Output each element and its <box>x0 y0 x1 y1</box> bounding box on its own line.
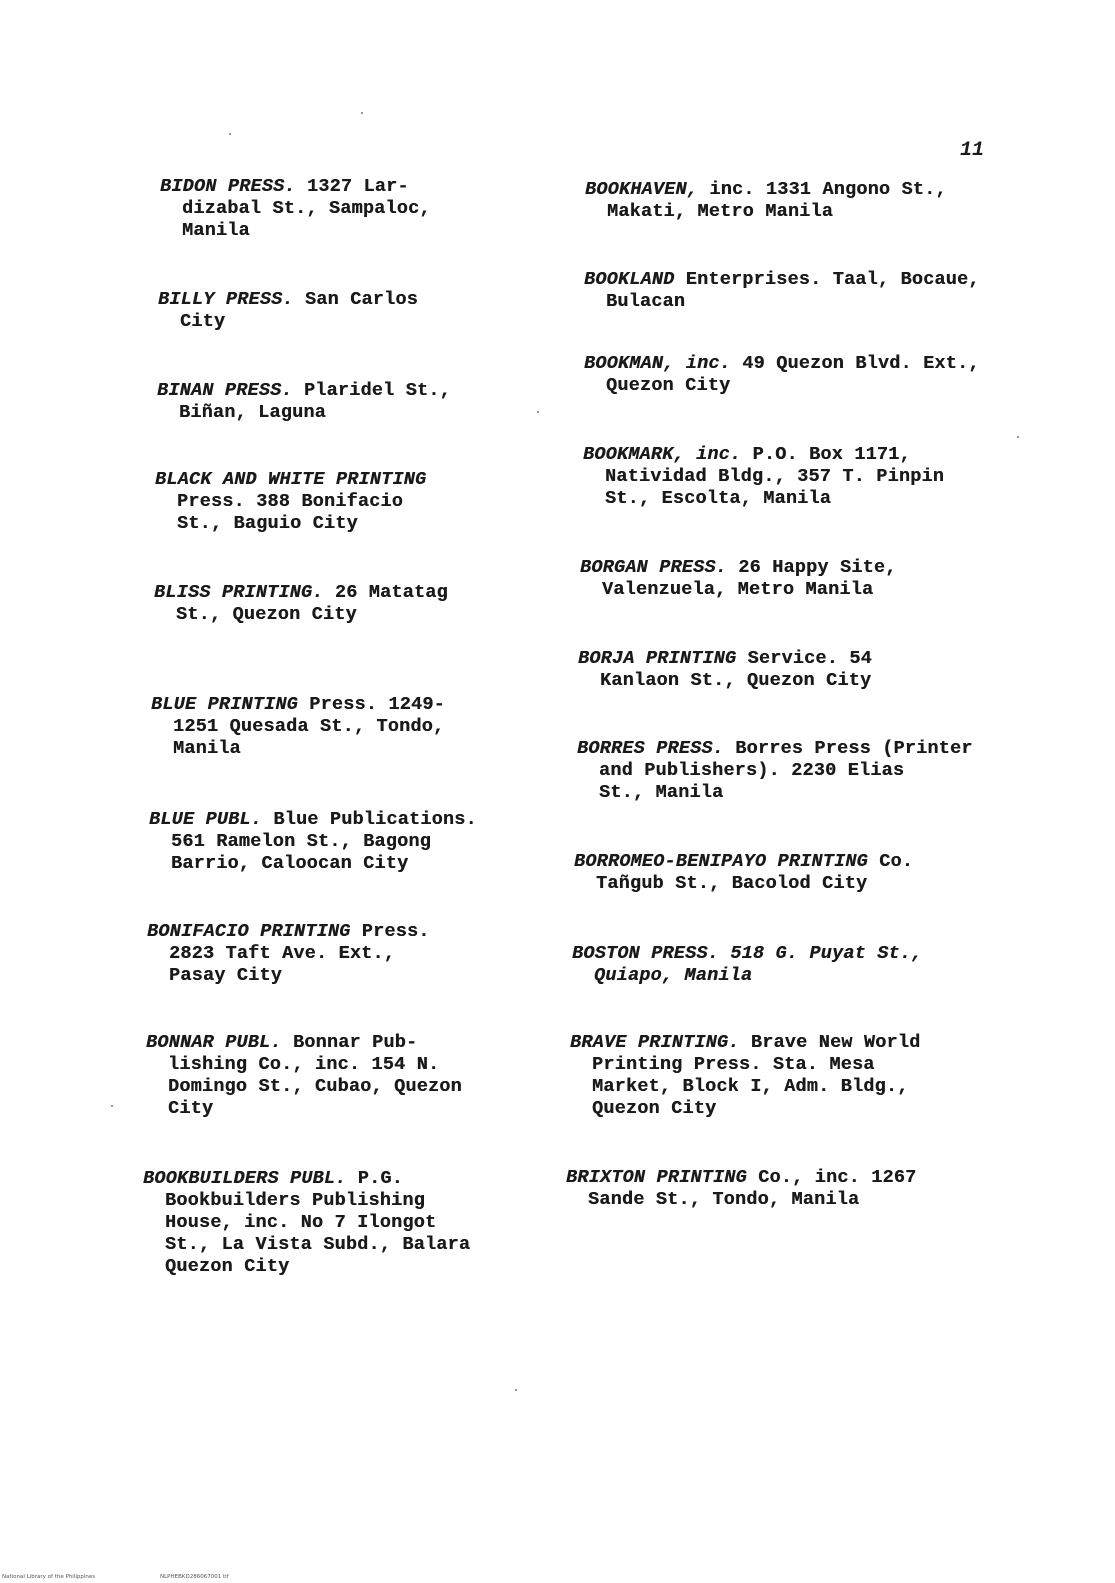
entry-detail: City <box>168 1098 214 1119</box>
entry-detail: Bonnar Pub- <box>292 1032 418 1053</box>
directory-entry <box>157 380 587 424</box>
entry-detail: House, inc. No 7 Ilongot <box>165 1212 437 1233</box>
entry-detail: P.O. Box 1171, <box>752 444 911 465</box>
entry-detail: Plaridel St., <box>303 380 451 401</box>
entry-detail: Domingo St., Cubao, Quezon <box>168 1076 462 1097</box>
entry-name: BOOKHAVEN, <box>585 179 699 200</box>
entry-name: BOOKLAND <box>584 269 675 290</box>
entry-detail: dizabal St., Sampaloc, <box>182 198 431 219</box>
entry-name: BORROMEO-BENIPAYO PRINTING <box>574 851 868 872</box>
directory-entry <box>583 444 1013 510</box>
entry-detail: St., Baguio City <box>177 513 358 534</box>
entry-detail: 26 Matatag <box>334 582 448 603</box>
entry-detail: Manila <box>173 738 241 759</box>
entry-detail: St., Quezon City <box>176 604 357 625</box>
scan-speck <box>229 133 231 135</box>
entry-detail: lishing Co., inc. 154 N. <box>168 1054 440 1075</box>
entry-detail: Makati, Metro Manila <box>607 201 834 222</box>
entry-name: BONIFACIO PRINTING <box>147 921 351 942</box>
entry-detail: St., La Vista Subd., Balara <box>165 1234 471 1255</box>
directory-entry <box>584 353 1014 397</box>
entry-name: BOOKMARK, inc. <box>583 444 742 465</box>
entry-detail: Barrio, Caloocan City <box>171 853 409 874</box>
scan-speck <box>537 411 539 413</box>
directory-entry <box>577 738 1007 804</box>
entry-name: BOSTON PRESS. <box>572 943 719 964</box>
entry-detail: Natividad Bldg., 357 T. Pinpin <box>605 466 945 487</box>
entry-detail: Quezon City <box>165 1256 290 1277</box>
directory-entry <box>160 176 590 242</box>
entry-detail: 49 Quezon Blvd. Ext., <box>742 353 980 374</box>
footer-library: National Library of the Philippines <box>2 1574 96 1580</box>
entry-name: BOOKMAN, inc. <box>584 353 731 374</box>
entry-name: BLUE PRINTING <box>151 694 298 715</box>
directory-entry <box>155 469 585 535</box>
scan-speck <box>1017 436 1019 438</box>
scan-footer <box>2 1574 229 1581</box>
entry-detail: Valenzuela, Metro Manila <box>602 579 874 600</box>
entry-detail: Press. 1249- <box>309 694 445 715</box>
directory-entry <box>143 1168 573 1278</box>
entry-detail: San Carlos <box>304 289 418 310</box>
entry-name: BIDON PRESS. <box>160 176 296 197</box>
entry-detail: Blue Publications. <box>273 809 477 830</box>
directory-entry <box>154 582 584 626</box>
directory-entry <box>570 1032 1000 1120</box>
entry-detail: Quiapo, Manila <box>594 965 753 986</box>
entry-name: BINAN PRESS. <box>157 380 293 401</box>
directory-entry <box>147 921 577 987</box>
directory-entry <box>146 1032 576 1120</box>
entry-detail: Brave New World <box>750 1032 921 1053</box>
entry-detail: Tañgub St., Bacolod City <box>596 873 868 894</box>
entry-name: BLISS PRINTING. <box>154 582 324 603</box>
entry-detail: Co. <box>879 851 914 872</box>
entry-detail: Press. <box>361 921 430 942</box>
entry-detail: 561 Ramelon St., Bagong <box>171 831 431 852</box>
entry-detail: St., Escolta, Manila <box>605 488 832 509</box>
entry-name: BORJA PRINTING <box>578 648 737 669</box>
entry-detail: inc. 1331 Angono St., <box>709 179 947 200</box>
entry-name: BRIXTON PRINTING <box>566 1167 747 1188</box>
scan-speck <box>111 1105 113 1107</box>
entry-detail: Service. 54 <box>747 648 872 669</box>
entry-detail: Pasay City <box>169 965 283 986</box>
entry-name: BRAVE PRINTING. <box>570 1032 740 1053</box>
directory-entry <box>585 179 1015 223</box>
entry-name: BOOKBUILDERS PUBL. <box>143 1168 347 1189</box>
directory-entry <box>574 851 1004 895</box>
entry-name: BORRES PRESS. <box>577 738 724 759</box>
entry-detail: Bulacan <box>606 291 686 312</box>
entry-detail: Biñan, Laguna <box>179 402 326 423</box>
entry-detail: City <box>180 311 226 332</box>
directory-entry <box>158 289 588 333</box>
entry-name: BORGAN PRESS. <box>580 557 727 578</box>
scan-speck <box>515 1389 517 1391</box>
scan-speck <box>361 112 363 114</box>
entry-detail: Quezon City <box>606 375 731 396</box>
entry-detail: Borres Press (Printer <box>735 738 973 759</box>
entry-detail: 1251 Quesada St., Tondo, <box>173 716 445 737</box>
entry-detail: Market, Block I, Adm. Bldg., <box>592 1076 909 1097</box>
entry-detail: Sande St., Tondo, Manila <box>588 1189 860 1210</box>
directory-entry <box>149 809 579 875</box>
entry-detail: and Publishers). 2230 Elias <box>599 760 905 781</box>
entry-detail: Press. 388 Bonifacio <box>177 491 404 512</box>
entry-detail: 518 G. Puyat St., <box>730 943 923 964</box>
entry-detail: St., Manila <box>599 782 724 803</box>
page-number: 11 <box>960 139 985 162</box>
directory-entry <box>566 1167 996 1211</box>
entry-name: BONNAR PUBL. <box>146 1032 282 1053</box>
entry-name: BLUE PUBL. <box>149 809 263 830</box>
entry-detail: Enterprises. Taal, Bocaue, <box>685 269 980 290</box>
footer-code: NLPHEBKD286067001 tif <box>160 1574 229 1580</box>
directory-entry <box>578 648 1008 692</box>
directory-entry <box>584 269 1014 313</box>
entry-name: BLACK AND WHITE PRINTING <box>155 469 427 490</box>
entry-detail: Manila <box>182 220 250 241</box>
entry-detail: Printing Press. Sta. Mesa <box>592 1054 875 1075</box>
entry-detail: 26 Happy Site, <box>738 557 897 578</box>
entry-detail: Kanlaon St., Quezon City <box>600 670 872 691</box>
entry-detail: Co., inc. 1267 <box>758 1167 917 1188</box>
directory-entry <box>151 694 581 760</box>
entry-detail: 1327 Lar- <box>306 176 409 197</box>
entry-name: BILLY PRESS. <box>158 289 294 310</box>
entry-detail: 2823 Taft Ave. Ext., <box>169 943 396 964</box>
entry-detail: Quezon City <box>592 1098 717 1119</box>
entry-detail: P.G. <box>357 1168 403 1189</box>
directory-entry <box>572 943 1002 987</box>
entry-detail: Bookbuilders Publishing <box>165 1190 425 1211</box>
directory-entry <box>580 557 1010 601</box>
